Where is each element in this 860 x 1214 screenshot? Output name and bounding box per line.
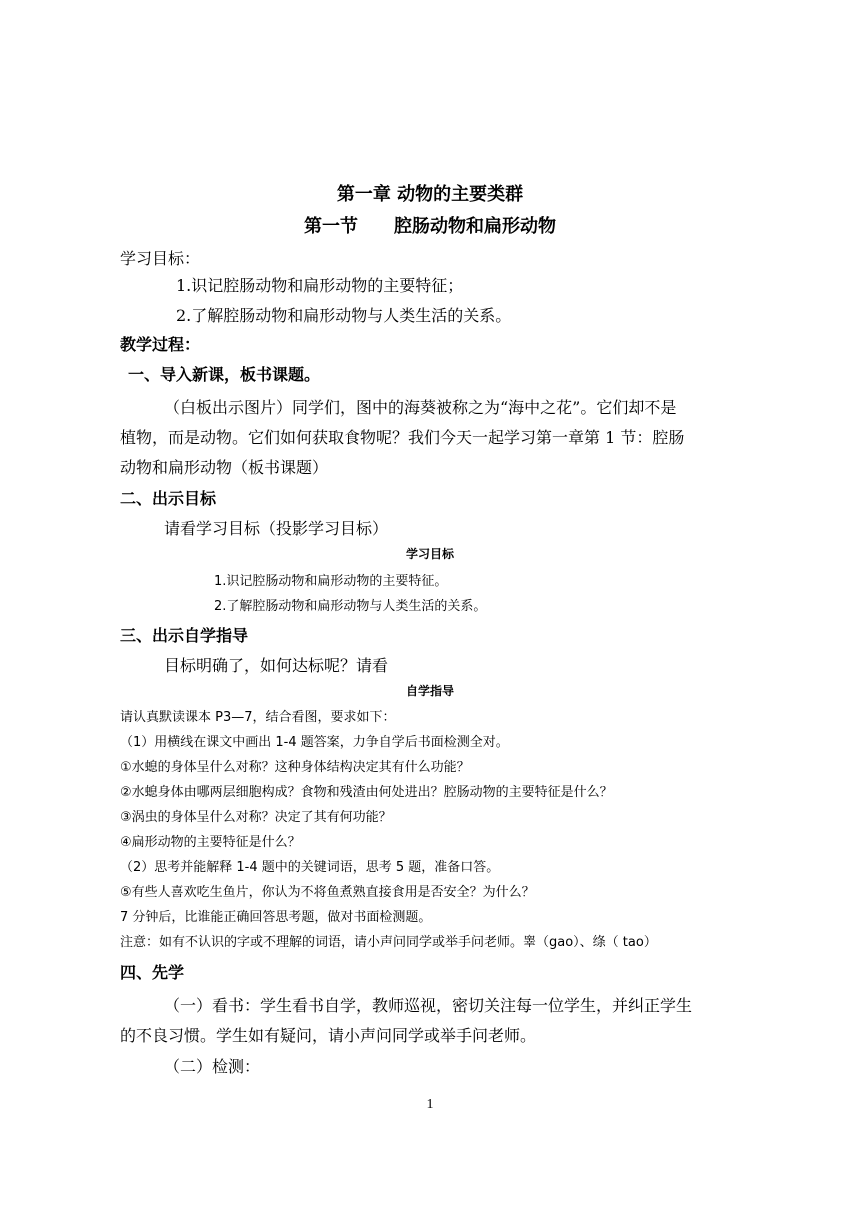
guide-line: 7 分钟后，比谁能正确回答思考题，做对书面检测题。 <box>120 910 432 925</box>
goals-box-item: 1.识记腔肠动物和扁形动物的主要特征。 <box>214 574 448 589</box>
guide-line: ③涡虫的身体呈什么对称？决定了其有何功能？ <box>120 810 392 825</box>
paragraph-line: 植物，而是动物。它们如何获取食物呢？我们今天一起学习第一章第 1 节：腔肠 <box>120 428 685 447</box>
guide-line: ⑤有些人喜欢吃生鱼片，你认为不将鱼煮熟直接食用是否安全？为什么？ <box>120 885 535 900</box>
paragraph-line: （白板出示图片）同学们，图中的海葵被称之为“海中之花”。它们却不是 <box>164 398 677 417</box>
process-heading: 教学过程： <box>120 335 201 354</box>
part3-intro: 目标明确了，如何达标呢？请看 <box>164 656 389 675</box>
guide-line: ④扁形动物的主要特征是什么？ <box>120 835 301 850</box>
learning-goal-item: 2.了解腔肠动物和扁形动物与人类生活的关系。 <box>176 306 512 325</box>
learning-goal-item: 1.识记腔肠动物和扁形动物的主要特征； <box>176 276 464 295</box>
part3-heading: 三、出示自学指导 <box>120 626 249 645</box>
goals-box-item: 2.了解腔肠动物和扁形动物与人类生活的关系。 <box>214 599 487 614</box>
part2-heading: 二、出示目标 <box>120 489 217 508</box>
part4-heading: 四、先学 <box>120 963 185 982</box>
guide-note: 注意：如有不认识的字或不理解的词语，请小声问同学或举手问老师。睾（gao）、绦（ tao） <box>120 935 657 950</box>
learning-goals-heading: 学习目标： <box>120 249 201 268</box>
part1-heading: 一、导入新课，板书课题。 <box>128 365 321 384</box>
paragraph-line: （二）检测： <box>164 1057 261 1076</box>
part2-intro: 请看学习目标（投影学习目标） <box>164 519 389 538</box>
chapter-title: 第一章 动物的主要类群 <box>336 184 524 205</box>
paragraph-line: 的不良习惯。学生如有疑问，请小声问同学或举手问老师。 <box>120 1026 537 1045</box>
guide-line: ①水螅的身体呈什么对称？这种身体结构决定其有什么功能？ <box>120 760 470 775</box>
guide-line: ②水螅身体由哪两层细胞构成？食物和残渣由何处进出？腔肠动物的主要特征是什么？ <box>120 785 613 800</box>
page-number: 1 <box>426 1097 434 1112</box>
section-title: 第一节 腔肠动物和扁形动物 <box>304 216 556 237</box>
paragraph-line: 动物和扁形动物（板书课题） <box>120 458 329 477</box>
guide-box-title: 自学指导 <box>405 684 454 698</box>
paragraph-line: （一）看书：学生看书自学，教师巡视，密切关注每一位学生，并纠正学生 <box>164 996 693 1015</box>
guide-line: （1）用横线在课文中画出 1-4 题答案，力争自学后书面检测全对。 <box>120 735 509 750</box>
guide-line: （2）思考并能解释 1-4 题中的关键词语，思考 5 题，准备口答。 <box>120 860 500 875</box>
goals-box-title: 学习目标 <box>405 547 454 561</box>
guide-line: 请认真默读课本 P3—7，结合看图，要求如下： <box>120 710 396 725</box>
